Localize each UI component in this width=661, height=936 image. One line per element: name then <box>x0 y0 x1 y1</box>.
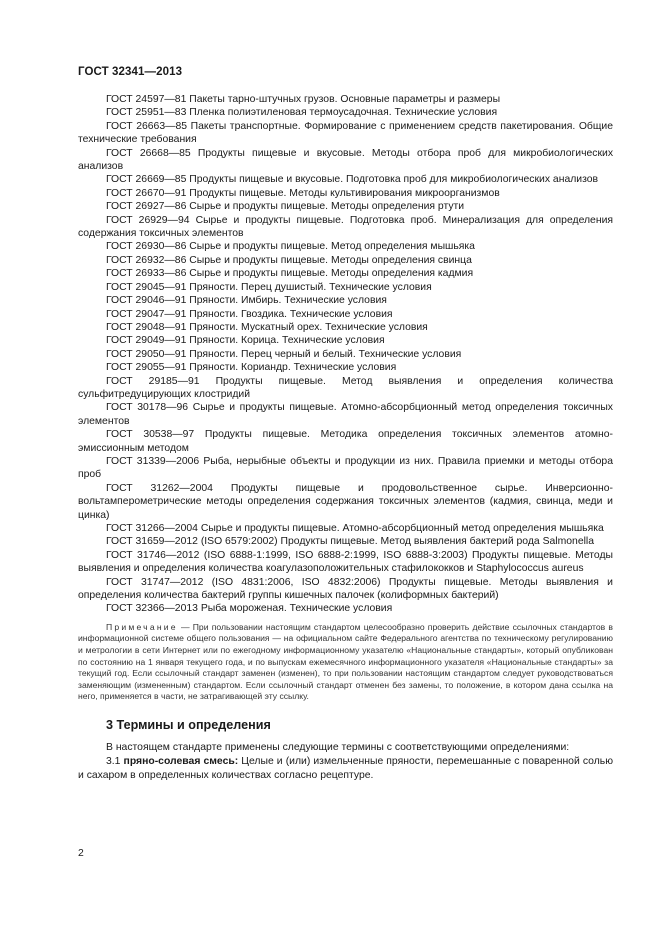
term-name: пряно-солевая смесь: <box>123 756 239 768</box>
reference-title: Продукты пищевые и продовольственное сырье. Инверсионно-вольтамперометрические методы определения содержания токсичных элементов (кадмия, свинца, меди и цинка) <box>78 482 613 521</box>
reference-code: ГОСТ 25951—83 <box>106 107 187 119</box>
note-paragraph <box>78 622 613 703</box>
reference-item <box>78 348 613 361</box>
reference-title: Пряности. Перец душистый. Технические условия <box>189 281 432 293</box>
reference-code: ГОСТ 26929—94 <box>106 214 190 226</box>
reference-title: Пряности. Мускатный орех. Технические условия <box>189 321 428 333</box>
page-number: 2 <box>78 848 84 859</box>
reference-title: (ISO 4831:2006, ISO 4832:2006) Продукты пищевые. Методы выявления и определения количества бактерий группы кишечных палочек (колиформных бактерий) <box>78 576 613 602</box>
reference-code: ГОСТ 30178—96 <box>106 402 189 414</box>
reference-code: ГОСТ 26669—85 <box>106 174 187 186</box>
reference-code: ГОСТ 29049—91 <box>106 335 187 347</box>
reference-code: ГОСТ 26663—85 <box>106 120 188 132</box>
reference-title: Сырье и продукты пищевые. Метод определения мышьяка <box>189 241 475 253</box>
reference-item <box>78 200 613 213</box>
reference-code: ГОСТ 31339—2006 <box>106 455 200 467</box>
reference-item <box>78 214 613 241</box>
reference-item <box>78 482 613 522</box>
reference-item <box>78 240 613 253</box>
reference-code: ГОСТ 29055—91 <box>106 362 187 374</box>
reference-item <box>78 281 613 294</box>
reference-title: Продукты пищевые и вкусовые. Методы отбора проб для микробиологических анализов <box>78 147 614 173</box>
reference-title: Пряности. Гвоздика. Технические условия <box>189 308 393 320</box>
reference-item <box>78 173 613 186</box>
reference-title: Сырье и продукты пищевые. Атомно-абсорбционный метод определения мышьяка <box>200 523 604 534</box>
reference-title: Сырье и продукты пищевые. Методы определения ртути <box>189 201 465 213</box>
document-header: ГОСТ 32341—2013 <box>78 66 183 78</box>
section-intro: В настоящем стандарте применены следующие термины с соответствующими определениями: <box>106 742 570 754</box>
reference-code: ГОСТ 31746—2012 <box>106 549 200 561</box>
reference-title: Сырье и продукты пищевые. Методы определения свинца <box>189 254 472 266</box>
reference-code: ГОСТ 26933—86 <box>106 268 187 280</box>
reference-item <box>78 401 613 428</box>
reference-code: ГОСТ 26930—86 <box>106 241 187 253</box>
reference-item <box>78 334 613 347</box>
reference-title: Пакеты транспортные. Формирование с применением средств пакетирования. Общие технические требования <box>78 120 614 146</box>
reference-code: ГОСТ 29045—91 <box>106 281 187 293</box>
reference-item <box>78 321 613 334</box>
reference-title: (ISO 6579:2002) Продукты пищевые. Метод выявления бактерий рода Salmonella <box>200 536 594 548</box>
reference-code: ГОСТ 31659—2012 <box>106 536 198 548</box>
reference-item <box>78 375 613 402</box>
reference-title: Пряности. Корица. Технические условия <box>189 335 385 347</box>
reference-item <box>78 267 613 280</box>
reference-title: Продукты пищевые. Метод выявления и определения количества сульфитредуцирующих клостридий <box>78 375 613 400</box>
reference-title: Сырье и продукты пищевые. Подготовка проб. Минерализация для определения содержания токсичных элементов <box>78 214 614 240</box>
reference-item <box>78 361 613 374</box>
reference-item <box>78 602 613 615</box>
term-definition-paragraph <box>78 755 613 783</box>
term-number: 3.1 <box>106 756 121 768</box>
reference-title: Продукты пищевые. Методы культивирования микроорганизмов <box>189 187 500 199</box>
reference-item <box>78 147 613 174</box>
normative-references-list <box>78 93 613 616</box>
reference-code: ГОСТ 29046—91 <box>106 295 187 307</box>
document-body <box>78 93 613 783</box>
reference-item <box>78 254 613 267</box>
reference-title: Пряности. Кориандр. Технические условия <box>189 362 397 374</box>
reference-item <box>78 549 613 576</box>
reference-title: Пряности. Перец черный и белый. Технические условия <box>189 348 462 360</box>
note-label: Примечание <box>106 621 178 632</box>
reference-item <box>78 294 613 307</box>
reference-code: ГОСТ 24597—81 <box>106 94 187 105</box>
reference-title: Сырье и продукты пищевые. Атомно-абсорбционный метод определения токсичных элементов <box>78 402 613 427</box>
reference-code: ГОСТ 26668—85 <box>106 147 191 159</box>
reference-title: Сырье и продукты пищевые. Методы определения кадмия <box>189 268 474 280</box>
term-definition: Целые и (или) измельченные пряности, перемешанные с поваренной солью и сахаром в определенных количествах согласно рецептуре. <box>78 756 613 781</box>
reference-code: ГОСТ 29185—91 <box>106 375 200 387</box>
reference-code: ГОСТ 26927—86 <box>106 201 187 213</box>
reference-item <box>78 428 613 455</box>
reference-code: ГОСТ 31262—2004 <box>106 482 213 494</box>
reference-code: ГОСТ 26932—86 <box>106 254 187 266</box>
reference-title: Рыба мороженая. Технические условия <box>200 603 393 615</box>
reference-item <box>78 535 613 548</box>
reference-title: (ISO 6888-1:1999, ISO 6888-2:1999, ISO 6888-3:2003) Продукты пищевые. Методы выявления и определения количества коагулазоположительных стафилококков и Staphylococcus aureus <box>78 549 613 575</box>
reference-code: ГОСТ 32366—2013 <box>106 603 198 615</box>
reference-code: ГОСТ 29047—91 <box>106 308 187 320</box>
reference-title: Пакеты тарно-штучных грузов. Основные параметры и размеры <box>189 94 501 105</box>
reference-code: ГОСТ 30538—97 <box>106 429 195 441</box>
reference-code: ГОСТ 29048—91 <box>106 321 187 333</box>
section-title: 3 Термины и определения <box>106 718 271 732</box>
reference-item <box>78 120 613 147</box>
reference-code: ГОСТ 29050—91 <box>106 348 187 360</box>
reference-code: ГОСТ 26670—91 <box>106 187 187 199</box>
reference-title: Пленка полиэтиленовая термоусадочная. Технические условия <box>189 107 498 119</box>
reference-title: Пряности. Имбирь. Технические условия <box>189 295 387 307</box>
reference-item <box>78 522 613 535</box>
reference-item <box>78 106 613 119</box>
reference-title: Продукты пищевые. Методика определения токсичных элементов атомно-эмиссионным методом <box>78 429 613 454</box>
reference-title: Рыба, нерыбные объекты и продукции из них. Правила приемки и методы отбора проб <box>78 455 613 481</box>
reference-item <box>78 308 613 321</box>
note-text: — При пользовании настоящим стандартом целесообразно проверить действие ссылочных стандартов в информационной системе общего пользования — на официальном сайте Федерального агентства по техническому регулированию и метрологии в сети Интернет или по ежегодному информационному указателю «Национальные стандарты», который опубликован по состоянию на 1 января текущего года, и по выпускам ежемесячного информационного указателя «Национальные стандарты» за текущий год. Если ссылочный стандарт заменен (изменен), то при пользовании настоящим стандартом следует руководствоваться заменяющим (измененным) стандартом. Если ссылочный стандарт отменен без замены, то положение, в котором дана ссылка на него, применяется в части, не затрагивающей эту ссылку. <box>78 621 613 702</box>
reference-title: Продукты пищевые и вкусовые. Подготовка проб для микробиологических анализов <box>189 174 599 186</box>
reference-item <box>78 455 613 482</box>
reference-item <box>78 576 613 603</box>
reference-item <box>78 187 613 200</box>
reference-code: ГОСТ 31266—2004 <box>106 523 198 534</box>
reference-code: ГОСТ 31747—2012 <box>106 576 204 588</box>
reference-item <box>78 93 613 106</box>
